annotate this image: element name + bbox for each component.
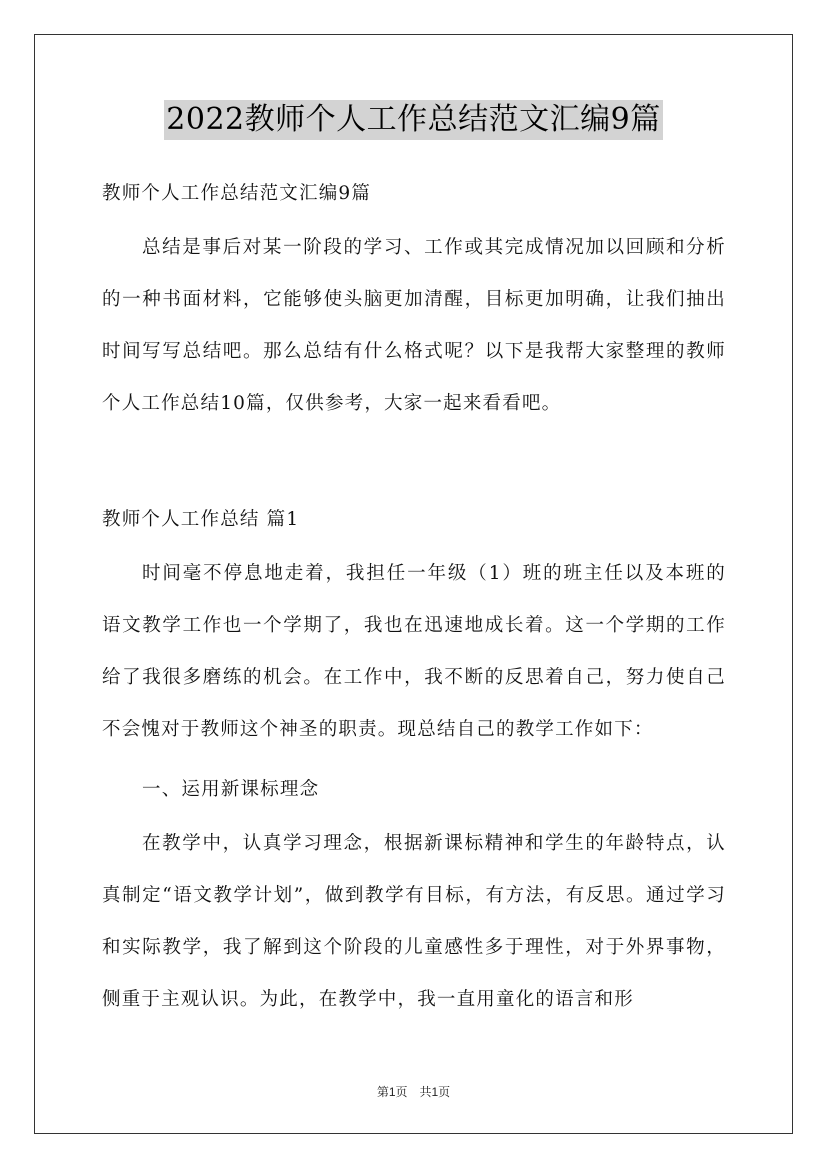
page-footer: 第1页 共1页 bbox=[376, 1085, 451, 1099]
section-paragraph-2: 在教学中，认真学习理念，根据新课标精神和学生的年龄特点，认真制定“语文教学计划”，做到教学有目标，有方法，有反思。通过学习和实际教学，我了解到这个阶段的儿童感性多于理性，对于外界事物，侧重于主观认识。为此，在教学中，我一直用童化的语言和形 bbox=[102, 833, 726, 1010]
intro-paragraph: 总结是事后对某一阶段的学习、工作或其完成情况加以回顾和分析的一种书面材料，它能够使头脑更加清醒，目标更加明确，让我们抽出时间写写总结吧。那么总结有什么格式呢？以下是我帮大家整理的教师个人工作总结10篇，仅供参考，大家一起来看看吧。 bbox=[102, 237, 726, 414]
title-container bbox=[0, 100, 827, 140]
section-heading: 教师个人工作总结 篇1 bbox=[102, 509, 300, 530]
section-paragraph-1: 时间毫不停息地走着，我担任一年级（1）班的班主任以及本班的语文教学工作也一个学期了，我也在迅速地成长着。这一个学期的工作给了我很多磨练的机会。在工作中，我不断的反思着自己，努力使自己不会愧对于教师这个神圣的职责。现总结自己的教学工作如下： bbox=[102, 563, 726, 740]
document-subtitle: 教师个人工作总结范文汇编9篇 bbox=[102, 183, 372, 204]
subheading-1: 一、运用新课标理念 bbox=[142, 779, 320, 800]
document-title: 2022教师个人工作总结范文汇编9篇 bbox=[164, 100, 662, 140]
